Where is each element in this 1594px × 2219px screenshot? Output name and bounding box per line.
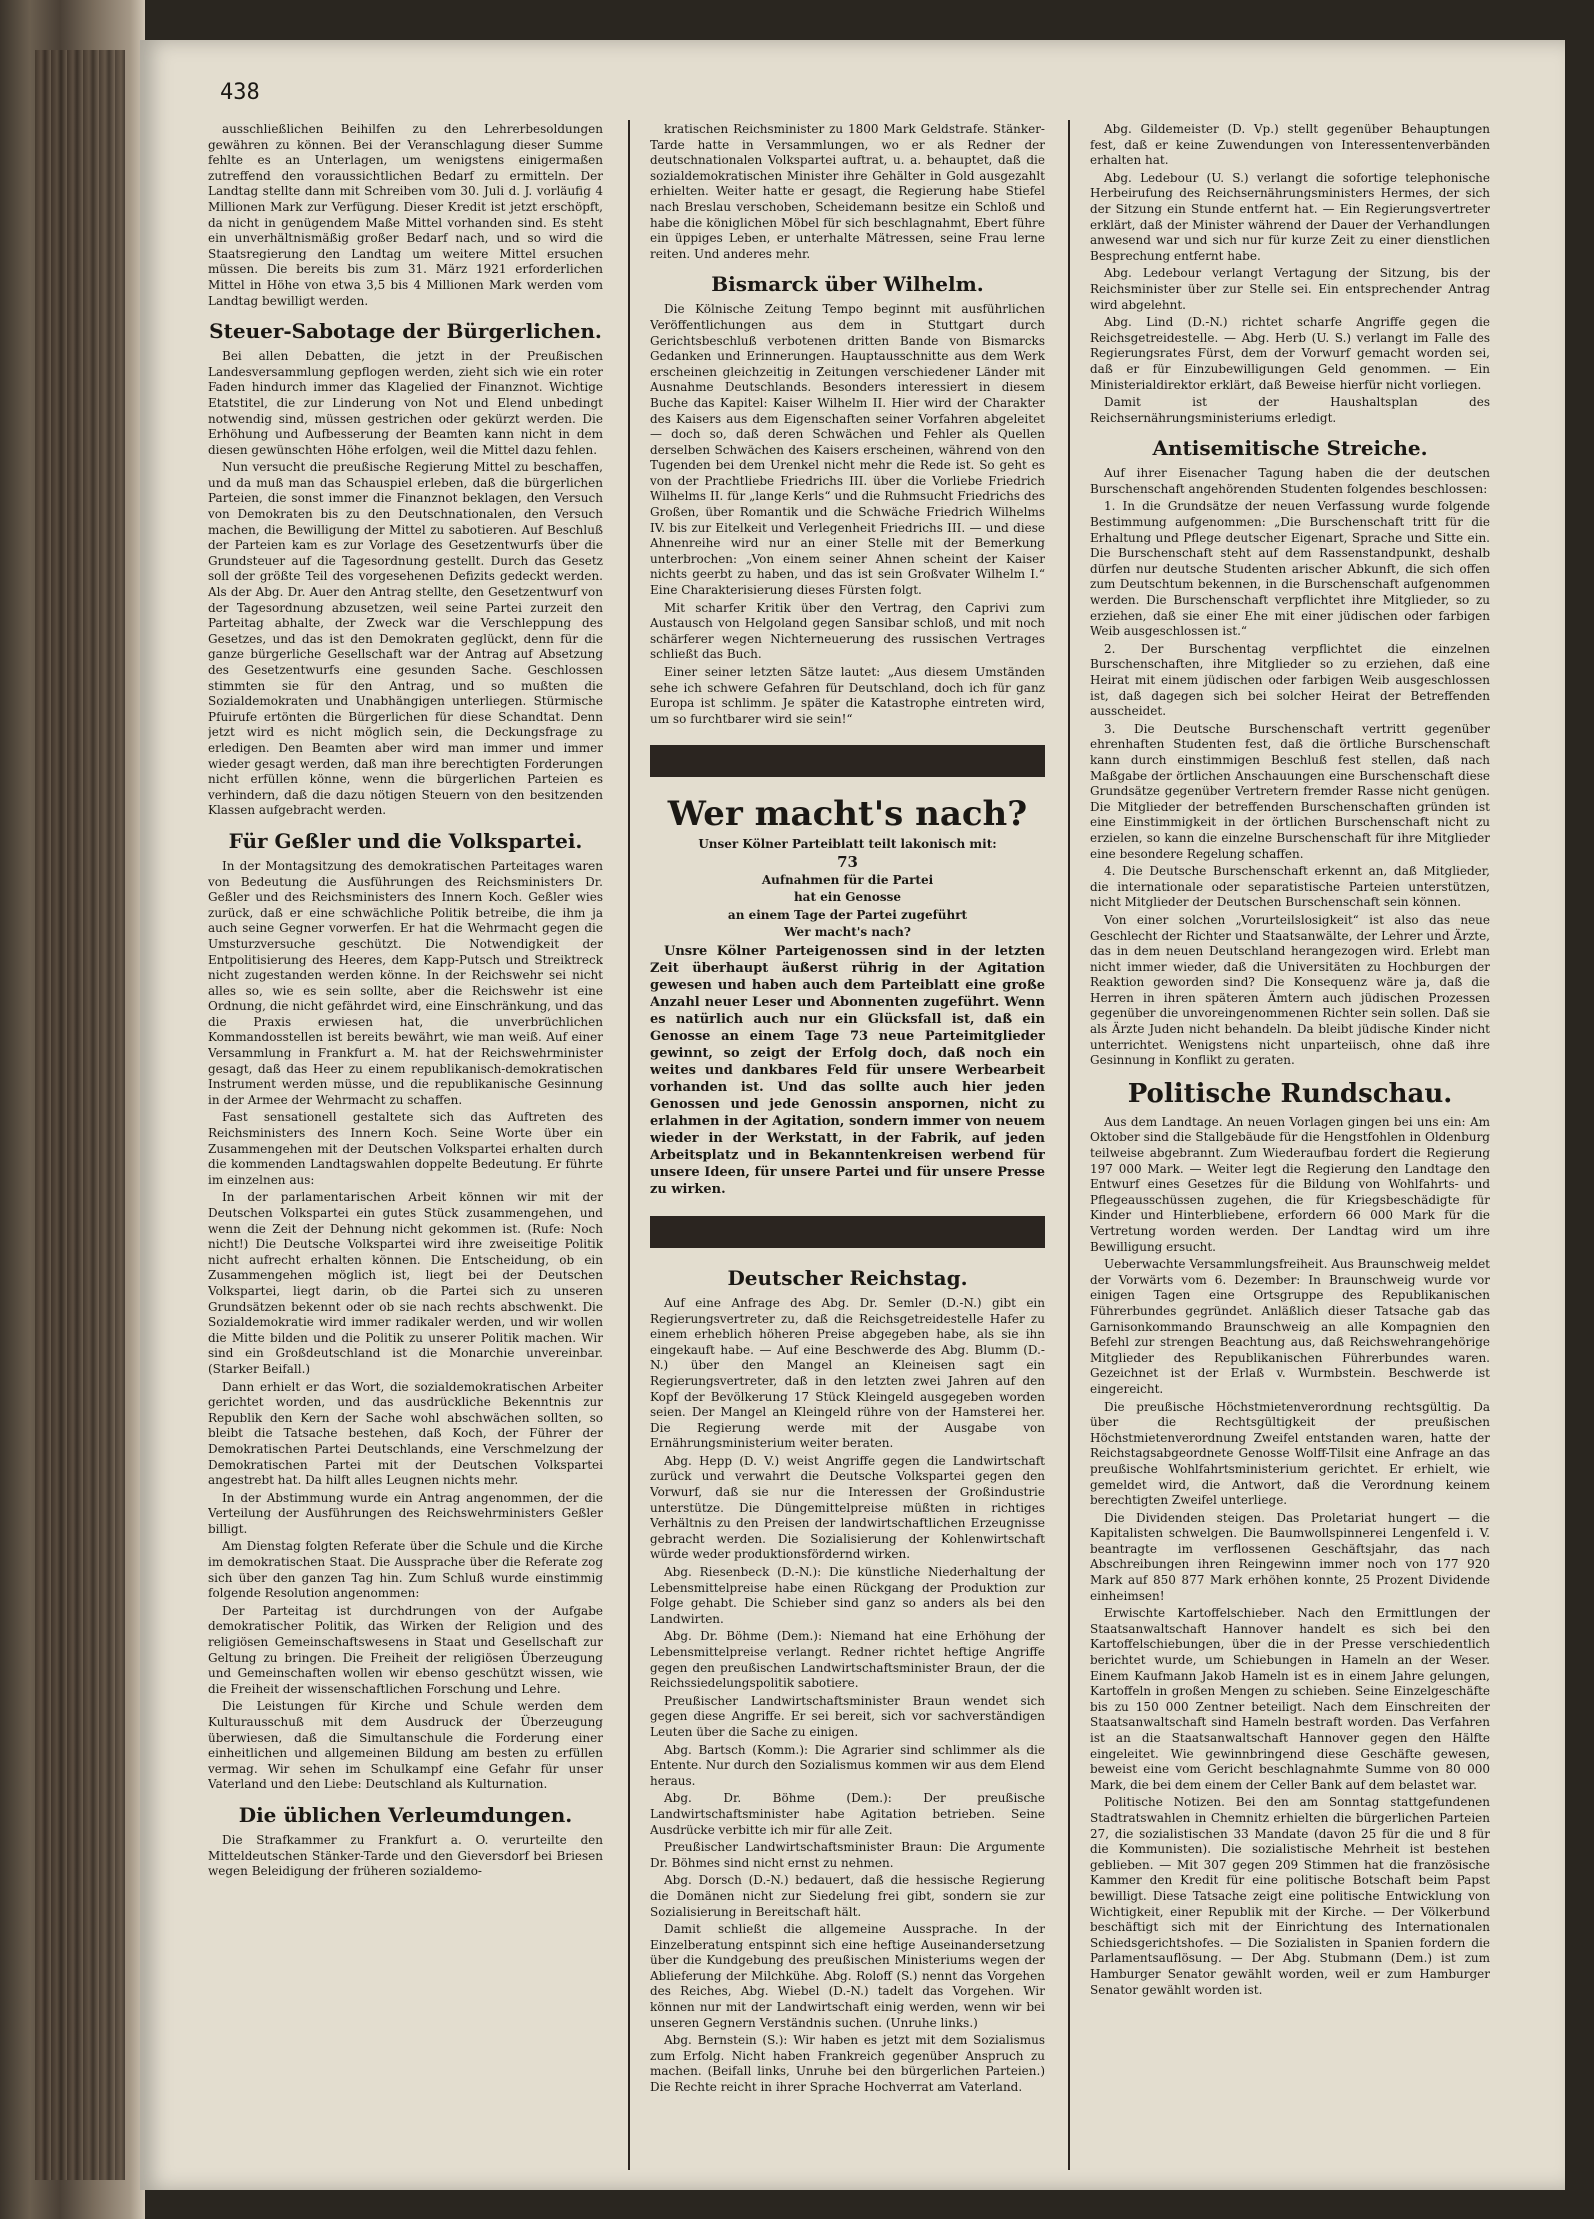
article-paragraph: Abg. Gildemeister (D. Vp.) stellt gegenüber Behauptungen fest, daß er keine Zuwendungen von Interessentenverbänden erhalten hat. [1090, 122, 1490, 168]
headline-antisemitische-streiche: Antisemitische Streiche. [1152, 436, 1428, 461]
article-paragraph: In der Montagsitzung des demokratischen Parteitages waren von Bedeutung die Ausführungen des Reichsministers Dr. Geßler und des Reichsministers des Innern Koch. Geßler wies zurück, daß er eine schwächliche Politik betreibe, die ihm ja auch seine Gegner vorwerfen. Er hat die Wehrmacht gegen die Umsturzversuche geschützt. Die Notwendigkeit der Entpolitisierung des Heeres, dem Kapp-Putsch und Streiktreck nicht zugestanden werden könne. In der Reichswehr sei nicht alles so, wie es sein sollte, aber die Reichswehr ist eine Ordnung, die nicht gefährdet wird, eine Einschränkung, und das die Praxis erwiesen hat, die unverbrüchlichen Kommandosstellen ist bereits bewährt, wie man weiß. Auf einer Versammlung in Frankfurt a. M. hat der Reichswehrminister gesagt, daß das Heer zu einem republikanisch-demokratischen Instrument werden müsse, und die republikanische Gesinnung in der Armee der Wehrmacht zu schaffen. [208, 858, 603, 1107]
article-paragraph: Damit ist der Haushaltsplan des Reichsernährungsministeriums erledigt. [1090, 395, 1490, 425]
article-paragraph: Die Kölnische Zeitung Tempo beginnt mit ausführlichen Veröffentlichungen aus dem in Stuttgart durch Gerichtsbeschluß verbotenen dritten Bande von Bismarcks Gedanken und Erinnerungen. Hauptausschnitte aus dem Werk erscheinen gleichzeitig in Zeitungen verschiedener Länder mit Ausnahme Deutschlands. Besonders interessiert in diesem Buche das Kapitel: Kaiser Wilhelm II. Hier wird der Charakter des Kaisers aus dem Eigenschaften seiner Vorfahren abgeleitet — doch so, daß deren Schwächen und Fehler als Quellen derselben Schwächen des Kaisers erscheinen, während von den Tugenden bei dem Urenkel nicht mehr die Rede ist. So geht es von der Prachtliebe Friedrichs III. über die Vorliebe Friedrich Wilhelms II. für „lange Kerls“ und die Ruhmsucht Friedrichs des Großen, über Romantik und die Schwäche Friedrich Wilhelms IV. bis zur Eitelkeit und Verlegenheit Friedrichs III. — und diese Ahnenreihe wird nur an einer Stelle mit der Bemerkung unterbrochen: „Von einem seiner Ahnen scheint der Kaiser nichts geerbt zu haben, und das ist sein Großvater Wilhelm I.“ Eine Charakterisierung dieses Fürsten folgt. [650, 302, 1045, 598]
article-paragraph: 3. Die Deutsche Burschenschaft vertritt gegenüber ehrenhaften Studenten fest, daß die örtliche Burschenschaft kann durch einstimmigen Beschluß fest stellen, daß nach Maßgabe der örtlichen Anschauungen eine Burschenschaft diese Grundsätze gegenüber Vertretern fremder Rasse nicht genügen. Die Mitglieder der betreffenden Burschenschaften gründen ist eine Einstimmigkeit in der örtlichen Burschenschaft nicht zu erzielen, so kann die einzelne Burschenschaft für ihre Mitglieder eine besondere Regelung schaffen. [1090, 721, 1490, 861]
article-paragraph: Von einer solchen „Vorurteilslosigkeit“ ist also das neue Geschlecht der Richter und Staatsanwälte, der Lehrer und Ärzte, das in dem neuen Deutschland herangezogen wird. Erlebt man nicht immer wieder, daß die Universitäten zu Hochburgen der Reaktion geworden sind? Die Konsequenz wäre ja, daß die Herren in ihren späteren Ämtern auch jüdischen Prozessen gegenüber die unvoreingenommenen Richter sein sollen. Daß sie als Ärzte Juden nicht behandeln. Da bleibt jüdische Kinder nicht unterrichtet. Wenigstens nicht unparteiisch, ohne daß ihre Gesinnung in Konflikt zu geraten. [1090, 912, 1490, 1068]
article-paragraph: Damit schließt die allgemeine Aussprache. In der Einzelberatung entspinnt sich eine heftige Auseinandersetzung über die Kundgebung des preußischen Ministeriums wegen der Ablieferung der Milchkühe. Abg. Roloff (S.) nennt das Vorgehen des Reiches, Abg. Wiebel (D.-N.) tadelt das Vorgehen. Wir können nur mit der Landwirtschaft einig werden, wenn wir bei unseren Gegnern Verständnis suchen. (Unruhe links.) [650, 1922, 1045, 2030]
divider-bar [650, 745, 1045, 777]
article-paragraph: Abg. Ledebour verlangt Vertagung der Sitzung, bis der Reichsminister über zur Stelle sei. Ein entsprechender Antrag wird abgelehnt. [1090, 266, 1490, 312]
column-left [208, 122, 603, 2172]
article-paragraph: Abg. Bernstein (S.): Wir haben es jetzt mit dem Sozialismus zum Erfolg. Nicht haben Frankreich gegenüber Anspruch zu machen. (Beifall links, Unruhe bei den bürgerlichen Parteien.) Die Rechte reicht in ihrer Sprache Hochverrat am Vaterland. [650, 2033, 1045, 2095]
callout-line: Wer macht's nach? [784, 925, 911, 940]
article-paragraph: Die Leistungen für Kirche und Schule werden dem Kulturausschuß mit dem Ausdruck der Überzeugung überwiesen, daß die Simultanschule die Forderung einer einheitlichen und allgemeinen Bildung am besten zu erfüllen vermag. Wir sehen im Schulkampf eine Gefahr für unser Vaterland und den Liebe: Deutschland als Kulturnation. [208, 1699, 603, 1792]
article-paragraph: Auf eine Anfrage des Abg. Dr. Semler (D.-N.) gibt ein Regierungsvertreter zu, daß die Reichsgetreidestelle Hafer zu einem erheblich höheren Preise abgegeben habe, als sie ihn eingekauft habe. — Auf eine Beschwerde des Abg. Blumm (D.-N.) über den Mangel an Kleineisen sagt ein Regierungsvertreter, daß in den letzten zwei Jahren auf den Kopf der Bevölkerung 17 Stück Kleingeld ausgegeben worden seien. Der Mangel an Kleingeld rühre von der Hamsterei her. Die Regierung werde mit der Ausgabe von Ernährungsministerium weiter beraten. [650, 1295, 1045, 1451]
headline-wer-machts-nach: Wer macht's nach? [667, 794, 1028, 835]
article-paragraph: Die Strafkammer zu Frankfurt a. O. verurteilte den Mitteldeutschen Stänker-Tarde und den Gieversdorf bei Briesen wegen Beleidigung der früheren sozialdemo- [208, 1832, 603, 1879]
article-paragraph: Abg. Dorsch (D.-N.) bedauert, daß die hessische Regierung die Domänen nicht zur Siedelung frei gibt, sondern sie zur Sozialisierung in Bereitschaft hält. [650, 1873, 1045, 1919]
article-paragraph: Nun versucht die preußische Regierung Mittel zu beschaffen, und da muß man das Schauspiel erleben, daß die bürgerlichen Parteien, die sonst immer die Finanznot beklagen, den Versuch von Demokraten bis zu den Deutschnationalen, den Versuch machen, die Bewilligung der Mittel zu sabotieren. Auf Beschluß der Parteien kam es zur Vorlage des Gesetzentwurfs über die Grundsteuer auf die Tagesordnung gestellt. Durch das Gesetz soll der größte Teil des vorgesehenen Defizits gedeckt werden. Als der Abg. Dr. Auer den Antrag stellte, den Gesetzentwurf von der Tagesordnung abzusetzen, weil seine Partei zurzeit den Parteitag abhalte, der Zweck war die Verschleppung des Gesetzes, und das ist den Demokraten geglückt, denn für die ganze bürgerliche Gesellschaft war der Antrag auf Absetzung des Gesetzentwurfs eine gesunden Sache. Geschlossen stimmten sie für den Antrag, und so mußten die Sozialdemokraten und Unabhängigen unterliegen. Stürmische Pfuirufe ertönten die Bürgerlichen für diese Schandtat. Denn jetzt wird es nicht möglich sein, die Deckungsfrage zu erledigen. Den Beamten aber wird man immer und immer wieder gesagt werden, daß man ihre berechtigten Forderungen nicht erfüllen könne, wenn die bürgerlichen Parteien es verhindern, daß die dazu nötigen Steuern von den besitzenden Klassen aufgebracht werden. [208, 460, 603, 818]
article-paragraph: Preußischer Landwirtschaftsminister Braun wendet sich gegen diese Angriffe. Er sei bereit, sich vor sachverständigen Leuten über die Sache zu einigen. [650, 1693, 1045, 1739]
callout-line: hat ein Genosse [793, 890, 902, 905]
article-paragraph: 4. Die Deutsche Burschenschaft erkennt an, daß Mitglieder, die internationale oder separatistische Parteien unterstützen, nicht Mitglieder der Deutschen Burschenschaft sein können. [1090, 864, 1490, 910]
article-paragraph: Abg. Riesenbeck (D.-N.): Die künstliche Niederhaltung der Lebensmittelpreise habe einen Rückgang der Produktion zur Folge gehabt. Die Schieber sind ganz so anders als bei den Landwirten. [650, 1565, 1045, 1626]
newspaper-page [140, 40, 1565, 2190]
book-spine [0, 0, 145, 2219]
article-paragraph: 2. Der Burschentag verpflichtet die einzelnen Burschenschaften, ihre Mitglieder so zu erziehen, daß eine Heirat mit einem jüdischen oder farbigen Weib ausgeschlossen ist, daß dagegen sich bei solcher Heirat der Betreffenden ausscheidet. [1090, 641, 1490, 719]
headline-verleumdungen: Die üblichen Verleumdungen. [238, 1802, 573, 1827]
callout-line: an einem Tage der Partei zugeführt [727, 907, 968, 922]
headline-steuer-sabotage: Steuer-Sabotage der Bürgerlichen. [209, 319, 602, 344]
article-paragraph: Dann erhielt er das Wort, die sozialdemokratischen Arbeiter gerichtet worden, und das ausdrückliche Bekenntnis zur Republik den Kern der Sache wohl abschwächen sollten, so bleibt die Tatsache bestehen, daß Koch, der Führer der Demokratischen Partei Deutschlands, eine Verschmelzung der Demokratischen Partei mit der Deutschen Volkspartei angestrebt hat. Da hilft alles Leugnen nichts mehr. [208, 1379, 603, 1488]
article-paragraph: Am Dienstag folgten Referate über die Schule und die Kirche im demokratischen Staat. Die Aussprache über die Referate zog sich über den ganzen Tag hin. Zum Schluß wurde einstimmig folgende Resolution angenommen: [208, 1539, 603, 1601]
article-paragraph: Einer seiner letzten Sätze lautet: „Aus diesem Umständen sehe ich schwere Gefahren für Deutschland, doch ich für ganz Europa ist schlimm. Je später die Katastrophe eintreten wird, um so furchtbarer wird sie sein!“ [650, 665, 1045, 726]
headline-politische-rundschau: Politische Rundschau. [1127, 1078, 1453, 1109]
column-rule [628, 120, 630, 2170]
article-paragraph: Abg. Dr. Böhme (Dem.): Niemand hat eine Erhöhung der Lebensmittelpreise verlangt. Redner richtet heftige Angriffe gegen den preußischen Landwirtschaftsminister Braun, der die Reichssiedelungspolitik sabotiere. [650, 1629, 1045, 1691]
article-paragraph: Fast sensationell gestaltete sich das Auftreten des Reichsministers des Innern Koch. Seine Worte über ein Zusammengehen mit der Deutschen Volkspartei erhalten durch die kommenden Landtagswahlen doppelte Bedeutung. Er führte im einzelnen aus: [208, 1110, 603, 1187]
article-paragraph: Die preußische Höchstmietenverordnung rechtsgültig. Da über die Rechtsgültigkeit der preußischen Höchstmietenverordnung Zweifel entstanden waren, hatte der Reichstagsabgeordnete Genosse Wolff-Tilsit eine Anfrage an das preußische Wohlfahrtsministerium gerichtet. Er erhielt, wie gemeldet wird, die Antwort, daß die Verordnung keinem berechtigten Zweifel unterliege. [1090, 1399, 1490, 1508]
article-paragraph: Abg. Dr. Böhme (Dem.): Der preußische Landwirtschaftsminister habe Agitation betrieben. Seine Ausdrücke verbitte ich mir für alle Zeit. [650, 1791, 1045, 1837]
article-paragraph: ausschließlichen Beihilfen zu den Lehrerbesoldungen gewähren zu können. Bei der Veranschlagung dieser Summe fehlte es an Unterlagen, um wenigstens einigermaßen zutreffend den voraussichtlichen Bedarf zu ermitteln. Der Landtag stellte dann mit Schreiben vom 30. Juli d. J. vorläufig 4 Millionen Mark zur Verfügung. Dieser Kredit ist jetzt erschöpft, da nicht in genügendem Maße Mittel vorhanden sind. Es steht ein unverhältnismäßig großer Bedarf nach, und so wird die Staatsregierung den Landtag um weitere Mittel ersuchen müssen. Die bereits bis zum 31. März 1921 erforderlichen Mittel in Höhe von etwa 3,5 bis 4 Millionen Mark werden vom Landtag bewilligt werden. [208, 122, 603, 308]
article-paragraph: Abg. Ledebour (U. S.) verlangt die sofortige telephonische Herbeirufung des Reichsernährungsministers Hermes, der sich der Sitzung ein Stunde entfernt hat. — Ein Regierungsvertreter erklärt, daß der Minister während der Dauer der Verhandlungen anwesend war und sich nur für kurze Zeit zu einer dienstlichen Besprechung entfernt habe. [1090, 170, 1490, 263]
article-paragraph: Unsre Kölner Parteigenossen sind in der letzten Zeit überhaupt äußerst rührig in der Agitation gewesen und haben auch dem Parteiblatt eine große Anzahl neuer Leser und Abonnenten zugeführt. Wenn es natürlich auch nur ein Glücksfall ist, daß ein Genosse an einem Tage 73 neue Parteimitglieder gewinnt, so zeigt der Erfolg doch, daß noch ein weites und dankbares Feld für unsere Werbearbeit vorhanden ist. Und das sollte auch hier jeden Genossen und jede Genossin anspornen, nicht zu erlahmen in der Agitation, sondern immer von neuem wieder in der Werkstatt, in der Fabrik, auf jeden Arbeitsplatz und in Bekanntenkreisen werbend für unsere Ideen, für unsere Partei und für unsere Presse zu wirken. [650, 943, 1045, 1197]
callout-line: Aufnahmen für die Partei [761, 872, 934, 887]
column-right [1090, 122, 1490, 2172]
headline-bismarck: Bismarck über Wilhelm. [711, 272, 984, 297]
article-paragraph: Ueberwachte Versammlungsfreiheit. Aus Braunschweig meldet der Vorwärts vom 6. Dezember: In Braunschweig wurde vor einigen Tagen eine Ortsgruppe des Republikanischen Führerbundes gegründet. Anläßlich dieser Tatsache gab das Garnisonkommando Braunschweig an alle Kompagnien den Befehl zur strengen Beachtung aus, daß Reichswehrangehörige Mitglieder des Republikanischen Führerbundes waren. Gezeichnet ist der Erlaß v. Wurmbstein. Beschwerde ist eingereicht. [1090, 1257, 1490, 1396]
article-paragraph: Preußischer Landwirtschaftsminister Braun: Die Argumente Dr. Böhmes sind nicht ernst zu nehmen. [650, 1840, 1045, 1870]
article-paragraph: Die Dividenden steigen. Das Proletariat hungert — die Kapitalisten schwelgen. Die Baumwollspinnerei Lengenfeld i. V. beantragte im verflossenen Geschäftsjahr, das nach Abschreibungen ihren Reingewinn immer noch von 177 920 Mark auf 850 877 Mark erhöhen konnte, 25 Prozent Dividende einheimsen! [1090, 1510, 1490, 1603]
article-paragraph: Mit scharfer Kritik über den Vertrag, den Caprivi zum Austausch von Helgoland gegen Sansibar schloß, und mit noch schärferer wegen Nichterneuerung des russischen Vertrages schließt das Buch. [650, 600, 1045, 662]
article-paragraph: Politische Notizen. Bei den am Sonntag stattgefundenen Stadtratswahlen in Chemnitz erhielten die bürgerlichen Parteien 27, die sozialistischen 33 Mandate (davon 25 für die und 8 für die Kommunisten). Die sozialistische Mehrheit ist bestehen geblieben. — Mit 307 gegen 209 Stimmen hat die französische Kammer den Kredit für eine politische Botschaft beim Papst bewilligt. Diese Tatsache zeigt eine politische Entwicklung von Wichtigkeit, einer Republik mit der Kirche. — Der Völkerbund beschäftigt sich mit der Einrichtung des Internationalen Schiedsgerichtshofes. — Die Sozialisten in Spanien fordern die Parlamentsauflösung. — Der Abg. Stubmann (Dem.) ist zum Hamburger Senator gewählt worden, weil er zum Hamburger Senator gewählt worden ist. [1090, 1795, 1490, 1997]
subheadline: Unser Kölner Parteiblatt teilt lakonisch mit: [698, 837, 997, 852]
article-paragraph: kratischen Reichsminister zu 1800 Mark Geldstrafe. Stänker-Tarde hatte in Versammlungen, wo er als Redner der deutschnationalen Volkspartei auftrat, u. a. behauptet, daß die sozialdemokratischen Minister ihre Gehälter in Gold ausgezahlt erhielten. Weiter hatte er gesagt, die Regierung habe Stiefel nach Breslau verschoben, Scheidemann besitze ein Schloß und habe die königlichen Möbel für sich beschlagnahmt, Ebert führe ein üppiges Leben, er unterhalte Mätressen, seine Frau lerne reiten. Und anderes mehr. [650, 122, 1045, 261]
divider-bar [650, 1216, 1045, 1248]
article-paragraph: In der parlamentarischen Arbeit können wir mit der Deutschen Volkspartei ein gutes Stück zusammengehen, und wenn die Zeit der Dehnung nicht gekommen ist. (Rufe: Noch nicht!) Die Deutsche Volkspartei wird ihre zweiseitige Politik nicht aufrecht erhalten können. Die Entscheidung, ob ein Zusammengehen möglich ist, liegt bei der Deutschen Volkspartei, liegt darin, ob die Partei sich zu unseren Grundsätzen bekennt oder ob sie nach rechts abschwenkt. Die Sozialdemokratie wird immer radikaler werden, und wir wollen die Mitte bilden und die Politik zu unserer Politik machen. Wir sind ein Großdeutschland ist die Monarchie unvereinbar. (Starker Beifall.) [208, 1190, 603, 1376]
headline-reichstag: Deutscher Reichstag. [727, 1265, 968, 1290]
column-rule [1068, 120, 1070, 2170]
article-paragraph: Der Parteitag ist durchdrungen von der Aufgabe demokratischer Politik, das Wirken der Religion und des religiösen Gemeinschaftswesens in Staat und Gesellschaft zur Geltung zu bringen. Die Freiheit der religiösen Überzeugung und Gemeinschaften wollen wir ebenso geschützt wissen, wie die Freiheit der wissenschaftlichen Forschung und Lehre. [208, 1603, 603, 1696]
article-paragraph: Abg. Lind (D.-N.) richtet scharfe Angriffe gegen die Reichsgetreidestelle. — Abg. Herb (U. S.) verlangt im Falle des Regierungsrates Fürst, dem der Vorwurf gemacht worden sei, daß er für Einzubewilligungen Geld genommen. — Ein Ministerialdirektor erklärt, daß Beweise hierfür nicht vorliegen. [1090, 315, 1490, 392]
spine-binding [35, 50, 125, 2180]
count-number: 73 [837, 852, 858, 871]
page-number: 438 [220, 80, 260, 105]
article-paragraph: Abg. Bartsch (Komm.): Die Agrarier sind schlimmer als die Entente. Nur durch den Sozialismus kommen wir aus dem Elend heraus. [650, 1742, 1045, 1788]
article-paragraph: Aus dem Landtage. An neuen Vorlagen gingen bei uns ein: Am Oktober sind die Stallgebäude für die Hengstfohlen in Oldenburg teilweise abgebrannt. Zum Wiederaufbau fordert die Regierung 197 000 Mark. — Weiter legt die Regierung den Landtage den Entwurf eines Gesetzes für die Bildung von Wohlfahrts- und Pflegeausschüssen zugehen, die für Kriegsbeschädigte für Kinder und Hinterbliebene, erfordern 66 000 Mark für die Vertretung worden werden. Der Landtag wird um ihre Bewilligung ersucht. [1090, 1114, 1490, 1254]
article-paragraph: 1. In die Grundsätze der neuen Verfassung wurde folgende Bestimmung aufgenommen: „Die Burschenschaft tritt für die Erhaltung und Pflege deutscher Eigenart, Sprache und Sitte ein. Die Burschenschaft steht auf dem Rassenstandpunkt, deshalb dürfen nur deutsche Studenten arischer Abkunft, die sich offen zum Deutschtum bekennen, in die Burschenschaft aufgenommen werden. Die Burschenschaft verpflichtet ihre Mitglieder, so zu erziehen, daß sie einer Ehe mit einer jüdischen oder farbigen Weib ausgeschlossen ist.“ [1090, 499, 1490, 639]
column-middle [650, 122, 1045, 2172]
article-paragraph: In der Abstimmung wurde ein Antrag angenommen, der die Verteilung der Ausführungen des Reichswehrministers Geßler billigt. [208, 1490, 603, 1536]
headline-gessler: Für Geßler und die Volkspartei. [228, 828, 583, 853]
article-paragraph: Erwischte Kartoffelschieber. Nach den Ermittlungen der Staatsanwaltschaft Hannover handelt es sich bei den Kartoffelschiebungen, über die in der Presse verschiedentlich berichtet wurde, um Schiebungen in Hameln an der Weser. Einem Kaufmann Jakob Hameln ist es in einem Jahre gelungen, Kartoffeln in großen Mengen zu schieben. Seine Einzelgeschäfte bis zu 150 000 Zentner beteiligt. Nach dem Einschreiten der Staatsanwaltschaft sind Hameln bestraft worden. Das Verfahren ist an die Staatsanwaltschaft Hannover gegen den Hälfte eingeleitet. Wie gewinnbringend diese Geschäfte gewesen, beweist eine vom Gericht beschlagnahmte Summe von 80 000 Mark, die bei dem einem der Celler Bank auf dem belastet war. [1090, 1606, 1490, 1792]
article-paragraph: Abg. Hepp (D. V.) weist Angriffe gegen die Landwirtschaft zurück und verwahrt die Deutsche Volkspartei gegen den Vorwurf, daß sie nur die Interessen der Großindustrie unterstütze. Die Düngemittelpreise müßten in richtiges Verhältnis zu den Preisen der landwirtschaftlichen Erzeugnisse gebracht werden. Die Sozialisierung der Kohlenwirtschaft würde weder produktionsfördernd wirken. [650, 1453, 1045, 1562]
article-paragraph: Auf ihrer Eisenacher Tagung haben die der deutschen Burschenschaft angehörenden Studenten folgendes beschlossen: [1090, 466, 1490, 496]
article-paragraph: Bei allen Debatten, die jetzt in der Preußischen Landesversammlung gepflogen werden, zieht sich wie ein roter Faden hindurch immer das Klagelied der Finanznot. Wichtige Etatstitel, die zur Linderung von Not und Elend unbedingt notwendig sind, müssen gestrichen oder gekürzt werden. Die Erhöhung und Aufbesserung der Beamten kann nicht in dem diesen gewünschten Höhe erfolgen, weil die Mittel dazu fehlen. [208, 349, 603, 457]
